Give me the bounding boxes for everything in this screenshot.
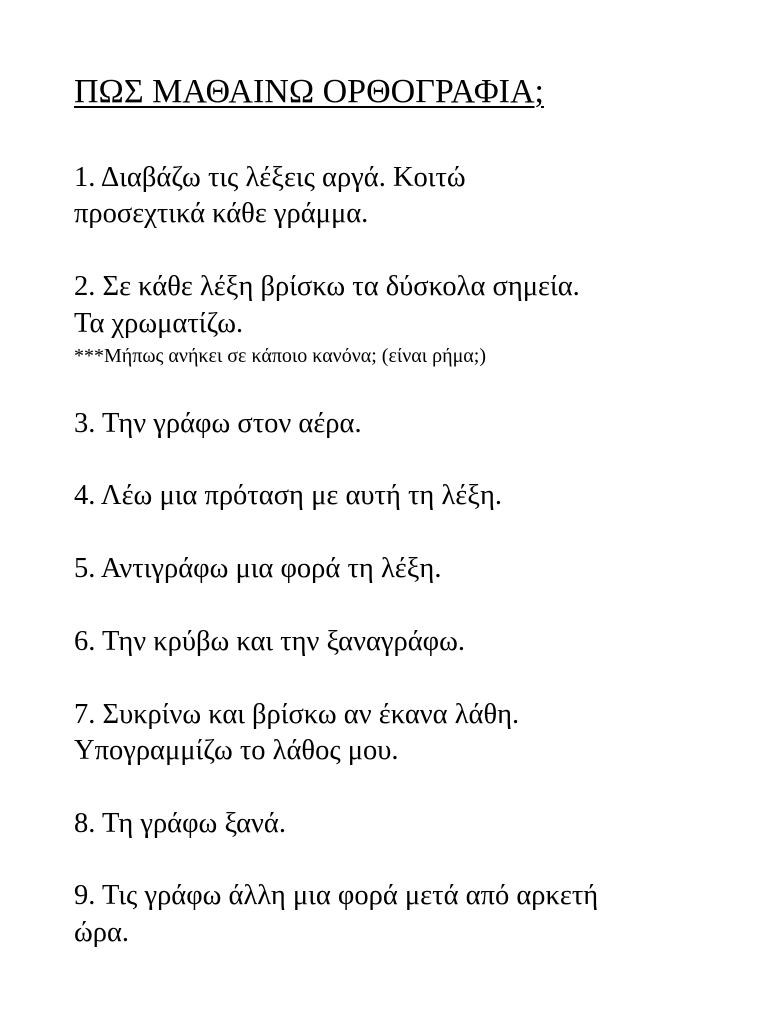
step-1-line-1: 1. Διαβάζω τις λέξεις αργά. Κοιτώ [74,162,466,193]
step-2-line-2: Τα χρωματίζω. [74,308,244,339]
step-5-line-1: 5. Αντιγράφω μια φορά τη λέξη. [74,553,442,584]
step-9-line-1: 9. Τις γράφω άλλη μια φορά μετά από αρκετή [74,880,599,911]
step-9-line-2: ώρα. [74,917,130,948]
step-7-line-1: 7. Συκρίνω και βρίσκω αν έκανα λάθη. [74,699,520,730]
page-title: ΠΩΣ ΜΑΘΑΙΝΩ ΟΡΘΟΓΡΑΦΙΑ; [74,73,545,110]
step-4-line-1: 4. Λέω μια πρόταση με αυτή τη λέξη. [74,480,502,511]
step-2-line-1: 2. Σε κάθε λέξη βρίσκω τα δύσκολα σημεία. [74,271,580,302]
step-2-note: ***Μήπως ανήκει σε κάποιο κανόνα; (είναι ρήμα;) [74,345,487,367]
step-6-line-1: 6. Την κρύβω και την ξαναγράφω. [74,626,466,657]
step-7-line-2: Υπογραμμίζω το λάθος μου. [74,735,399,766]
step-8-line-1: 8. Τη γράφω ξανά. [74,808,286,839]
step-1-line-2: προσεχτικά κάθε γράμμα. [74,198,369,229]
step-3-line-1: 3. Την γράφω στον αέρα. [74,408,362,439]
